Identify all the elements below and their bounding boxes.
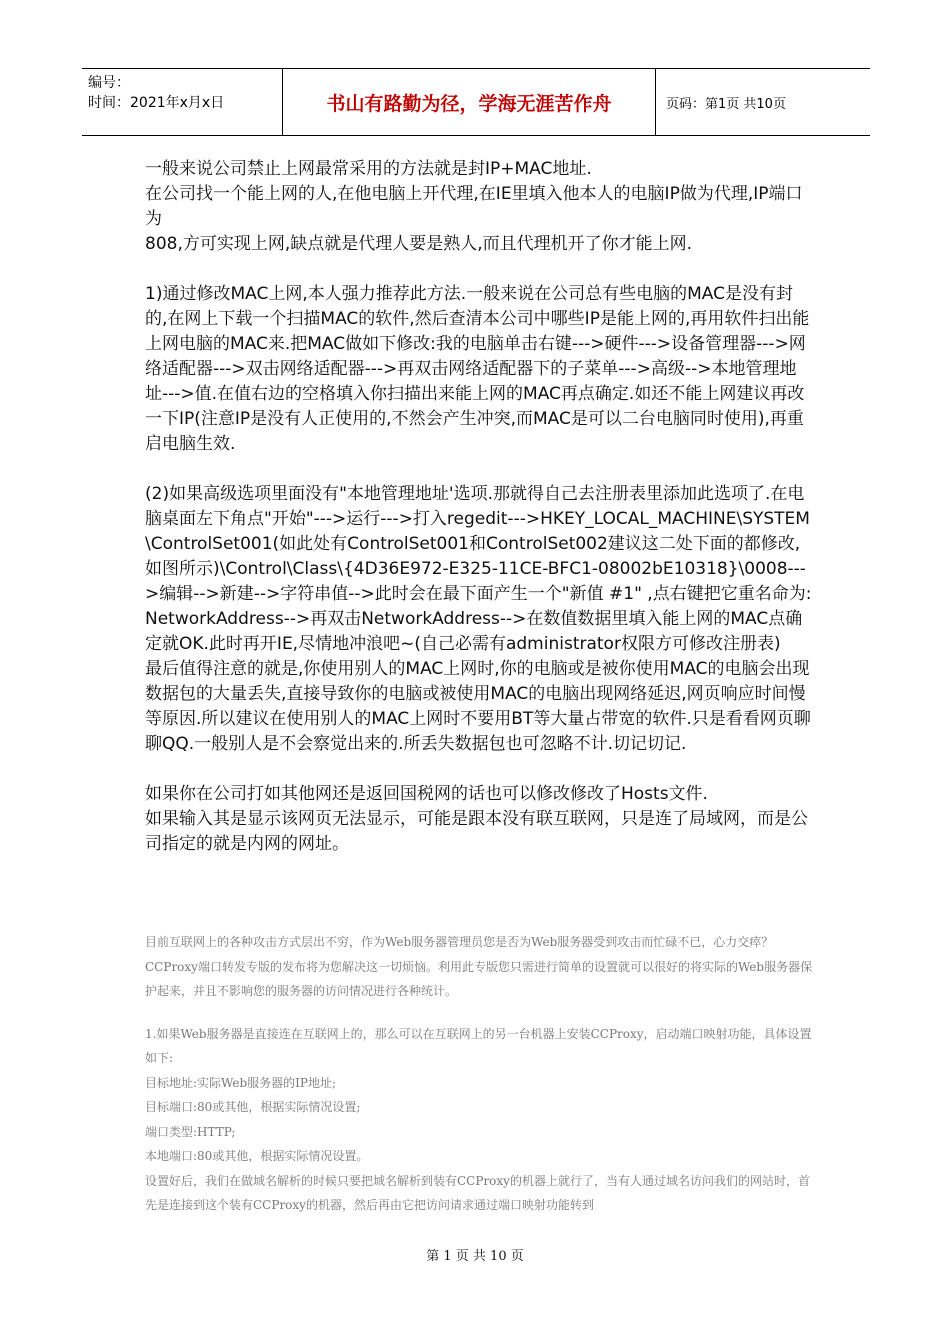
grey-paragraph-intro: 目前互联网上的各种攻击方式层出不穷，作为Web服务器管理员您是否为Web服务器受到攻击而忙碌不已，心力交瘁？CCProxy端口转发专版的发布将为您解决这一切烦恼。利用此专版您只需进行简单的设置就可以很好的将实际的Web服务器保护起来，并且不影响您的服务器的访问情况进行各种统计。: [145, 935, 813, 998]
paragraph-proxy-port: 808,方可实现上网,缺点就是代理人要是熟人,而且代理机开了你才能上网.: [145, 234, 693, 254]
header-table: [82, 68, 870, 136]
header-left-cell: [82, 69, 282, 135]
paragraph-method-2: (2)如果高级选项里面没有"本地管理地址'选项.那就得自己去注册表里添加此选项了.在电脑桌面左下角点"开始"--->运行--->打入regedit--->HKEY_LOCAL_MACHINE\SYSTEM\ControlSet001(如此处有ControlSet001和ControlSet002建议这二处下面的都修改,如图所示)\Control\Class\{4D36E972-E325-11CE-BFC1-08002bE10318}\0008--->编辑-->新建-->字符串值-->此时会在最下面产生一个"新值 #1" ,点右键把它重名命为:NetworkAddress-->再双击NetworkAddress-->在数值数据里填入能上网的MAC点确定就OK.此时再开IE,尽情地冲浪吧~(自己必需有administrator权限方可修改注册表): [145, 484, 812, 654]
paragraph-intranet: 如果输入其是显示该网页无法显示，可能是跟本没有联互联网，只是连了局域网，而是公司指定的就是内网的网址。: [145, 809, 808, 854]
grey-paragraph-step-1: 1.如果Web服务器是直接连在互联网上的，那么可以在互联网上的另一台机器上安装CCProxy，启动端口映射功能，具体设置如下:: [145, 1026, 812, 1065]
grey-paragraph-target-address: 目标地址:实际Web服务器的IP地址;: [145, 1075, 337, 1090]
paragraph-notice: 最后值得注意的就是,你使用别人的MAC上网时,你的电脑或是被你使用MAC的电脑会出现数据包的大量丢失,直接导致你的电脑或被使用MAC的电脑出现网络延迟,网页响应时间慢等原因.所以建议在使用别人的MAC上网时不要用BT等大量占带宽的软件.只是看看网页聊聊QQ.一般别人是不会察觉出来的.所丢失数据包也可忽略不计.切记切记.: [145, 659, 811, 754]
header-motto: 书山有路勤为径，学海无涯苦作舟: [282, 69, 656, 135]
grey-paragraph-dns: 设置好后，我们在做域名解析的时候只要把域名解析到装有CCProxy的机器上就行了，当有人通过域名访问我们的网站时，首先是连接到这个装有CCProxy的机器，然后再由它把访问请求通过端口映射功能转到: [145, 1173, 810, 1212]
page-footer: 第 1 页 共 10 页: [426, 1249, 524, 1264]
main-text: [145, 157, 815, 857]
paragraph-intro: 一般来说公司禁止上网最常采用的方法就是封IP+MAC地址.: [145, 159, 592, 179]
time-label: 时间：2021年x月x日: [88, 95, 225, 111]
ccproxy-section: [145, 930, 815, 1218]
header-page-info: 页码：第1页 共10页: [666, 96, 786, 112]
paragraph-proxy: 在公司找一个能上网的人,在他电脑上开代理,在IE里填入他本人的电脑IP做为代理,IP端口为: [145, 184, 803, 229]
grey-paragraph-port-type: 端口类型:HTTP;: [145, 1124, 236, 1139]
number-label: 编号：: [88, 75, 130, 91]
paragraph-hosts: 如果你在公司打如其他网还是返回国税网的话也可以修改修改了Hosts文件.: [145, 784, 708, 804]
grey-paragraph-local-port: 本地端口:80或其他，根据实际情况设置。: [145, 1149, 369, 1163]
paragraph-method-1: 1)通过修改MAC上网,本人强力推荐此方法.一般来说在公司总有些电脑的MAC是没有封的,在网上下载一个扫描MAC的软件,然后查清本公司中哪些IP是能上网的,再用软件扫出能上网电脑的MAC来.把MAC做如下修改:我的电脑单击右键--->硬件--->设备管理器--->网络适配器--->双击网络适配器--->再双击网络适配器下的子菜单--->高级-->本地管理地址--->值.在值右边的空格填入你扫描出来能上网的MAC再点确定.如还不能上网建议再改一下IP(注意IP是没有人正使用的,不然会产生冲突,而MAC是可以二台电脑同时使用),再重启电脑生效.: [145, 284, 810, 454]
grey-paragraph-target-port: 目标端口:80或其他，根据实际情况设置;: [145, 1100, 361, 1114]
